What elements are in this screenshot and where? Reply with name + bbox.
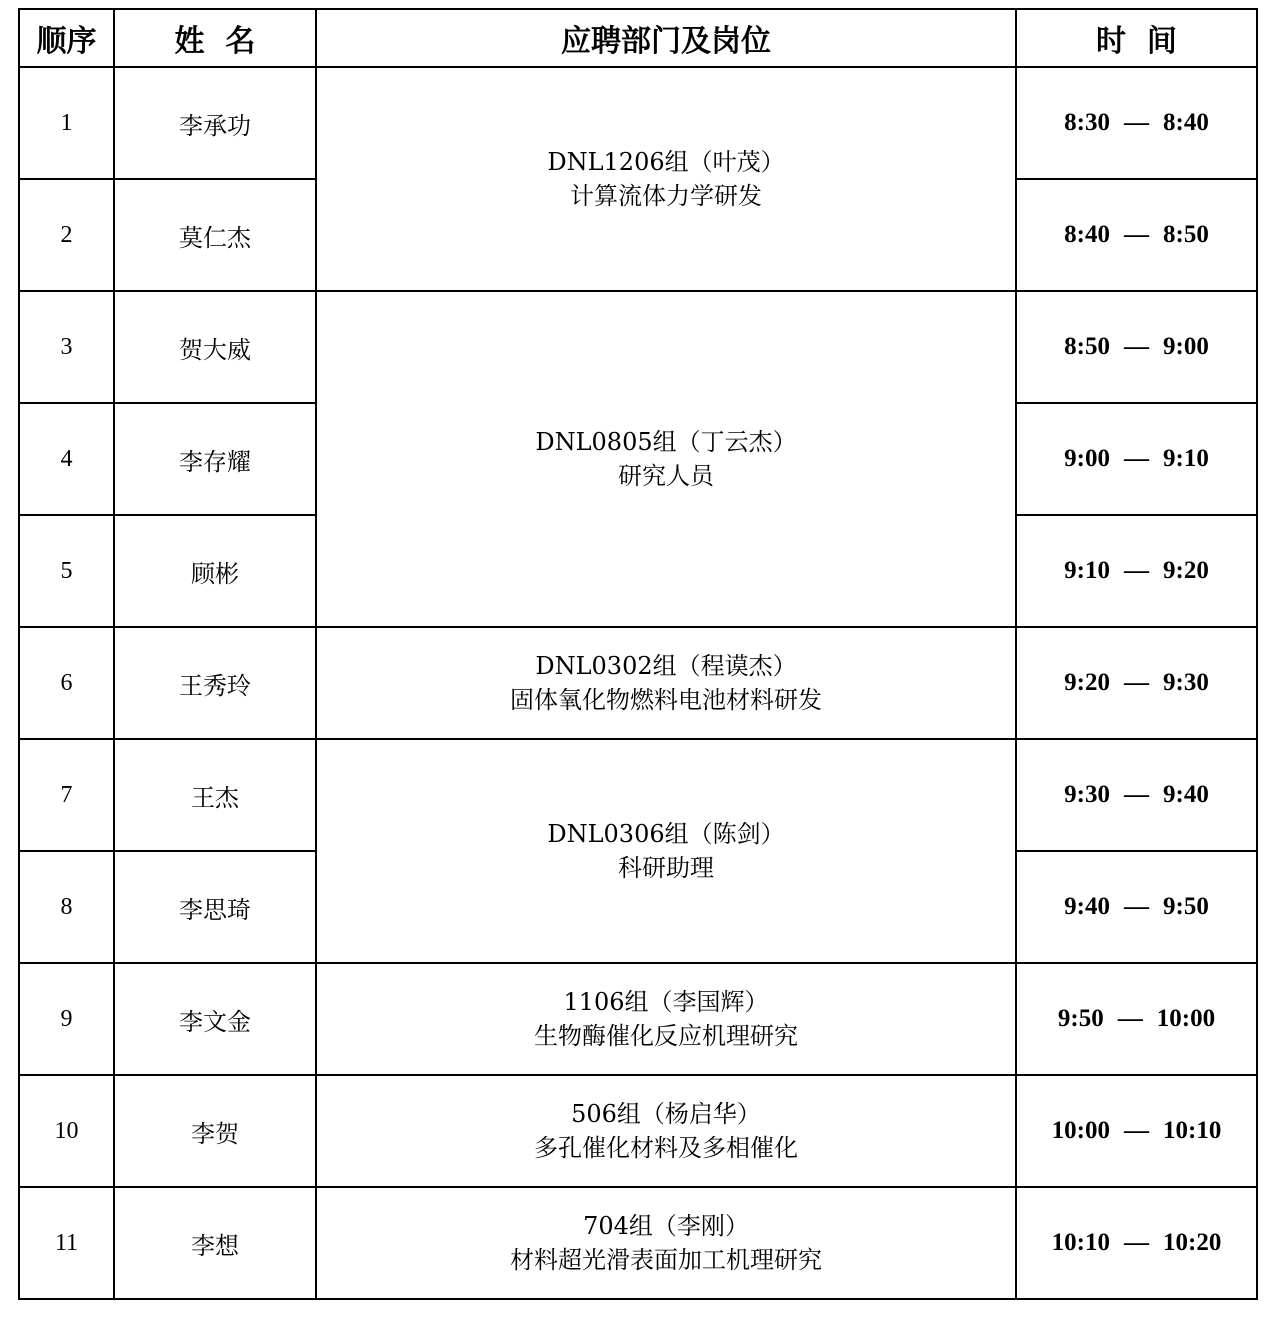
name-cell: 王杰 [114, 739, 316, 851]
dept-position: 计算流体力学研发 [570, 182, 762, 210]
time-start: 9:30 [1064, 781, 1110, 808]
time-cell [1016, 67, 1257, 179]
table-row [19, 291, 1257, 403]
time-separator: — [1124, 445, 1149, 472]
dept-cell [316, 1075, 1016, 1187]
dept-position: 材料超光滑表面加工机理研究 [510, 1246, 822, 1274]
time-separator: — [1124, 669, 1149, 696]
dept-group: 506组（杨启华） [571, 1100, 761, 1128]
dept-group: DNL1206组（叶茂） [547, 148, 785, 176]
time-cell [1016, 963, 1257, 1075]
dept-group: DNL0805组（丁云杰） [535, 428, 797, 456]
table-row [19, 963, 1257, 1075]
dept-position: 固体氧化物燃料电池材料研发 [510, 686, 822, 714]
time-separator: — [1124, 557, 1149, 584]
name-cell: 莫仁杰 [114, 179, 316, 291]
name-cell: 李贺 [114, 1075, 316, 1187]
time-start: 8:40 [1064, 221, 1110, 248]
time-separator: — [1124, 221, 1149, 248]
time-end: 8:50 [1163, 221, 1209, 248]
table-row [19, 739, 1257, 851]
name-cell: 顾彬 [114, 515, 316, 627]
time-end: 9:40 [1163, 781, 1209, 808]
time-cell [1016, 627, 1257, 739]
time-start: 10:10 [1051, 1229, 1110, 1256]
seq-cell: 4 [19, 403, 114, 515]
name-cell: 李文金 [114, 963, 316, 1075]
time-separator: — [1124, 109, 1149, 136]
time-cell [1016, 1187, 1257, 1299]
seq-cell: 5 [19, 515, 114, 627]
time-cell [1016, 739, 1257, 851]
time-separator: — [1124, 333, 1149, 360]
time-end: 10:00 [1156, 1005, 1216, 1032]
time-start: 9:20 [1064, 669, 1110, 696]
name-cell: 李承功 [114, 67, 316, 179]
dept-group: 1106组（李国辉） [563, 988, 769, 1016]
time-cell [1016, 403, 1257, 515]
time-start: 9:00 [1064, 445, 1110, 472]
time-cell [1016, 179, 1257, 291]
table-row [19, 1075, 1257, 1187]
time-cell [1016, 515, 1257, 627]
time-end: 10:10 [1163, 1117, 1222, 1144]
dept-cell [316, 963, 1016, 1075]
seq-cell: 11 [19, 1187, 114, 1299]
dept-group: DNL0306组（陈剑） [547, 820, 785, 848]
time-start: 9:50 [1057, 1005, 1104, 1032]
time-end: 9:10 [1163, 445, 1209, 472]
time-separator: — [1124, 893, 1149, 920]
table-row [19, 627, 1257, 739]
name-cell: 贺大威 [114, 291, 316, 403]
table-row [19, 1187, 1257, 1299]
header-time: 时 间 [1016, 9, 1257, 67]
time-start: 9:40 [1064, 893, 1110, 920]
seq-cell: 10 [19, 1075, 114, 1187]
time-end: 9:50 [1163, 893, 1209, 920]
dept-position: 科研助理 [618, 854, 714, 882]
header-seq: 顺序 [19, 9, 114, 67]
name-cell: 李思琦 [114, 851, 316, 963]
time-end: 9:00 [1163, 333, 1209, 360]
dept-cell [316, 739, 1016, 963]
seq-cell: 2 [19, 179, 114, 291]
time-start: 10:00 [1051, 1117, 1110, 1144]
seq-cell: 3 [19, 291, 114, 403]
time-separator: — [1117, 1005, 1143, 1032]
dept-cell [316, 67, 1016, 291]
dept-position: 多孔催化材料及多相催化 [534, 1134, 798, 1162]
time-end: 10:20 [1163, 1229, 1222, 1256]
seq-cell: 6 [19, 627, 114, 739]
dept-group: DNL0302组（程谟杰） [535, 652, 797, 680]
time-end: 8:40 [1163, 109, 1209, 136]
dept-cell [316, 291, 1016, 627]
dept-cell [316, 627, 1016, 739]
time-separator: — [1124, 1117, 1149, 1144]
time-cell [1016, 291, 1257, 403]
time-separator: — [1124, 781, 1149, 808]
seq-cell: 7 [19, 739, 114, 851]
time-start: 9:10 [1064, 557, 1110, 584]
dept-position: 生物酶催化反应机理研究 [534, 1022, 798, 1050]
name-cell: 李想 [114, 1187, 316, 1299]
name-cell: 王秀玲 [114, 627, 316, 739]
dept-position: 研究人员 [618, 462, 714, 490]
seq-cell: 1 [19, 67, 114, 179]
dept-group: 704组（李刚） [583, 1212, 749, 1240]
header-dept: 应聘部门及岗位 [316, 9, 1016, 67]
header-row [19, 9, 1257, 67]
time-cell [1016, 1075, 1257, 1187]
interview-schedule-table [18, 8, 1258, 1300]
header-name: 姓 名 [114, 9, 316, 67]
dept-cell [316, 1187, 1016, 1299]
name-cell: 李存耀 [114, 403, 316, 515]
time-cell [1016, 851, 1257, 963]
seq-cell: 8 [19, 851, 114, 963]
time-end: 9:30 [1163, 669, 1209, 696]
time-start: 8:50 [1064, 333, 1110, 360]
seq-cell: 9 [19, 963, 114, 1075]
time-start: 8:30 [1064, 109, 1110, 136]
time-end: 9:20 [1163, 557, 1209, 584]
table-row [19, 67, 1257, 179]
time-separator: — [1124, 1229, 1149, 1256]
